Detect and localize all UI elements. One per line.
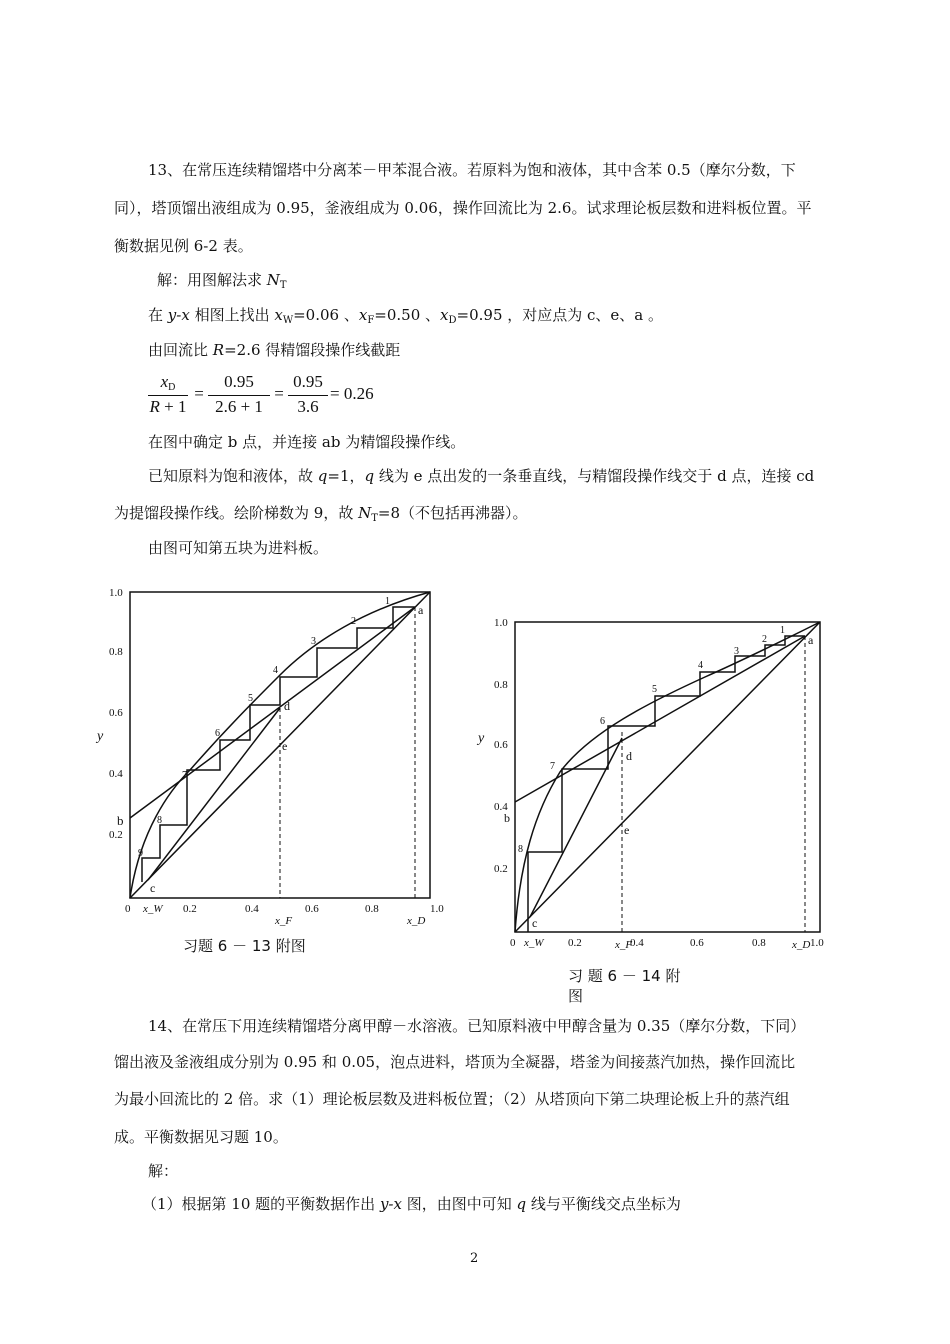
fig1-label-xf: x_F (275, 915, 293, 927)
figure-6-13 (95, 580, 445, 925)
fig1-ytick: 0.4 (109, 768, 123, 780)
fig2-ytick: 1.0 (494, 617, 508, 629)
fig2-stage: 5 (652, 684, 657, 695)
page-number: 2 (470, 1251, 479, 1266)
fig2-label-xd: x_D (792, 939, 811, 951)
fig2-stage: 8 (518, 844, 523, 855)
fig1-label-xw: x_W (143, 903, 163, 915)
p13-line10: 为提馏段操作线。绘阶梯数为 9，故 $N_T=8$（不包括再沸器）。 (114, 504, 528, 524)
p13-line8: 在图中确定 b 点，并连接 ab 为精馏段操作线。 (148, 433, 466, 451)
p13-solution: 解：用图解法求 $N_T$ (157, 271, 287, 291)
fig1-label-d: d (284, 699, 290, 713)
fig1-stage: 4 (273, 665, 278, 676)
fig1-ytick: 0.6 (109, 707, 123, 719)
fig2-label-a: a (808, 633, 814, 647)
equation: $x_D$ R + 1 = 0.95 2.6 + 1 = 0.95 3.6 = 0.26 (149, 372, 374, 416)
p13-line3: 衡数据见例 6-2 表。 (114, 237, 253, 255)
fig2-label-c: c (532, 916, 538, 930)
fig1-stage: 6 (215, 728, 220, 739)
fig1-stage: 3 (311, 636, 316, 647)
fig2-rectifying-line (515, 636, 805, 802)
fig2-ytick: 0.6 (494, 739, 508, 751)
p13-line9: 已知原料为饱和液体，故 q=1，q 线为 e 点出发的一条垂直线，与精馏段操作线交于 d 点，连接 cd (148, 467, 815, 485)
fig2-diagonal (515, 622, 820, 932)
fig2-ytick: 0.2 (494, 863, 508, 875)
fig2-caption: 习 题 6 － 14 附 图 (568, 967, 681, 1005)
fig1-stage: 1 (385, 596, 390, 607)
fig2-label-d: d (626, 749, 632, 763)
fig2-xtick: 1.0 (810, 937, 824, 949)
fig1-ytick: 1.0 (109, 587, 123, 599)
p14-line3: 为最小回流比的 2 倍。求（1）理论板层数及进料板位置；（2）从塔顶向下第二块理论板上升的蒸汽组 (114, 1090, 790, 1108)
fig2-stage: 6 (600, 716, 605, 727)
p13-line5: 在 y-x 相图上找出 $x_W=0.06$ 、$x_F=0.50$ 、$x_D=0.95$ ，对应点为 c、e、a 。 (148, 306, 664, 326)
p14-line6: （1）根据第 10 题的平衡数据作出 y-x 图，由图中可知 q 线与平衡线交点坐标为 (142, 1195, 681, 1213)
fig2-stage: 4 (698, 660, 703, 671)
figure-6-14 (478, 612, 830, 957)
fig1-ytick: 0.8 (109, 646, 123, 658)
fig2-stage: 1 (780, 625, 785, 636)
p13-line11: 由图可知第五块为进料板。 (148, 539, 329, 557)
p14-line1: 14、在常压下用连续精馏塔分离甲醇－水溶液。已知原料液中甲醇含量为 0.35（摩尔分数，下同） (148, 1017, 806, 1035)
fig1-label-c: c (150, 881, 156, 895)
fig2-xtick: 0.2 (568, 937, 582, 949)
fig2-xtick: 0.6 (690, 937, 704, 949)
fig1-xtick: 0.8 (365, 903, 379, 915)
fig1-stage: 9 (138, 848, 143, 859)
fig2-ylabel: y (478, 731, 485, 746)
fig2-label-b: b (504, 811, 510, 825)
fig1-stage: 2 (351, 616, 356, 627)
fig1-stage: 8 (157, 815, 162, 826)
fig1-xtick: 0 (125, 903, 131, 915)
fig1-xtick: 0.6 (305, 903, 319, 915)
p14-line2: 馏出液及釜液组成分别为 0.95 和 0.05，泡点进料，塔顶为全凝器，塔釜为间接蒸汽加热，操作回流比 (114, 1053, 796, 1071)
fig1-xtick: 1.0 (430, 903, 444, 915)
fig1-ylabel: y (97, 729, 104, 744)
fig1-label-a: a (418, 603, 424, 617)
fig2-stage: 7 (550, 761, 555, 772)
p13-line1: 13、在常压连续精馏塔中分离苯－甲苯混合液。若原料为饱和液体，其中含苯 0.5（摩尔分数，下 (148, 161, 796, 179)
fig2-stage: 3 (734, 646, 739, 657)
p13-line2: 同），塔顶馏出液组成为 0.95，釜液组成为 0.06，操作回流比为 2.6。试求理论板层数和进料板位置。平 (114, 199, 812, 217)
fig1-label-b: b (117, 813, 124, 828)
fig2-xtick: 0.4 (630, 937, 644, 949)
fig2-ytick: 0.4 (494, 801, 508, 813)
fig1-xtick: 0.2 (183, 903, 197, 915)
fig1-caption: 习题 6 － 13 附图 (183, 937, 306, 955)
fig1-stage: 7 (182, 770, 187, 781)
fig1-stage: 5 (248, 693, 253, 704)
fig2-label-xw: x_W (524, 937, 544, 949)
fig1-label-e: e (282, 739, 288, 753)
fig1-label-xd: x_D (407, 915, 426, 927)
fig2-stage: 2 (762, 634, 767, 645)
fig1-ytick: 0.2 (109, 829, 123, 841)
fig1-stripping-line (148, 708, 280, 880)
fig2-label-e: e (624, 823, 630, 837)
fig2-xtick: 0 (510, 937, 516, 949)
p14-line4: 成。平衡数据见习题 10。 (114, 1128, 288, 1146)
fig1-xtick: 0.4 (245, 903, 259, 915)
fig1-rectifying-line (130, 607, 415, 818)
fig2-ytick: 0.8 (494, 679, 508, 691)
p13-line6: 由回流比 R=2.6 得精馏段操作线截距 (148, 341, 401, 359)
fig2-label-xf: x_F (615, 939, 633, 951)
fig2-xtick: 0.8 (752, 937, 766, 949)
p14-line5: 解： (148, 1162, 179, 1180)
